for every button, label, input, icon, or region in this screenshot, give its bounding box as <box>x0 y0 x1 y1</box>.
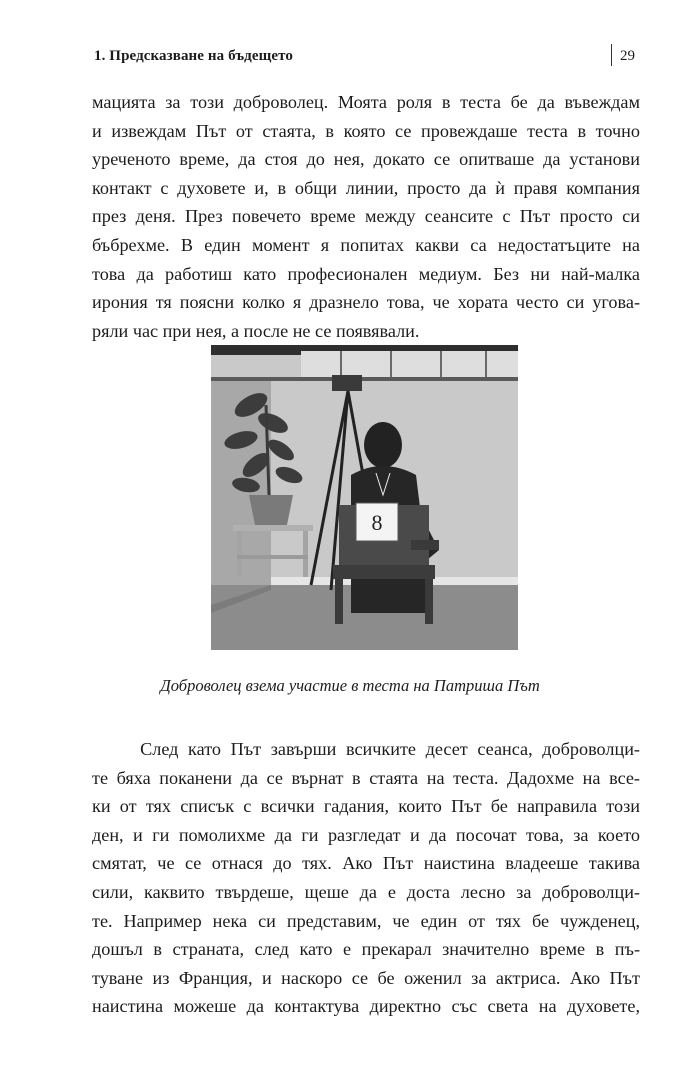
text-line: дошъл в страната, след като е прекарал значително време в пъ- <box>92 939 640 960</box>
seat-number-card: 8 <box>371 510 383 535</box>
text-line: ирония тя поясни колко я дразнело това, че хората често си угова- <box>92 292 640 313</box>
text-line: ден, и ги помолихме да ги разгледат и да посочат това, за което <box>92 824 640 845</box>
text-line: сили, каквито твърдеше, щеше да е доста лесно за доброволци- <box>92 881 640 902</box>
header-divider <box>611 44 612 66</box>
text-line: те бяха поканени да се върнат в стаята на теста. Дадохме на все- <box>92 767 640 788</box>
photo-volunteer-in-chair <box>211 345 518 650</box>
text-line: ряли час при нея, а после не се появявали. <box>92 320 420 341</box>
page-number: 29 <box>620 48 635 64</box>
paragraph-2 <box>92 735 640 1021</box>
text-line: туване из Франция, и наскоро се бе оженил за актриса. Ако Път <box>92 967 640 988</box>
text-line: през деня. През повечето време между сеансите с Път просто си <box>92 206 640 227</box>
text-line: смятат, че се отнася до тях. Ако Път наистина владееше такива <box>92 853 640 874</box>
text-line: това да работиш като професионален медиум. Без ни най-малка <box>92 263 640 284</box>
text-line: контакт с духовете и, в общи линии, просто да ѝ правя компания <box>92 177 640 198</box>
text-line: бъбрехме. В един момент я попитах какви са недостатъците на <box>92 234 640 255</box>
text-line: те. Например нека си представим, че един от тях бе чужденец, <box>92 910 640 931</box>
text-line: След като Път завърши всичките десет сеанса, доброволци- <box>92 739 640 759</box>
running-head-title: 1. Предсказване на бъдещето <box>94 48 294 64</box>
figure-caption: Доброволец взема участие в теста на Патриша Път <box>160 676 540 695</box>
text-line: наистина можеше да контактува директно със света на духовете, <box>92 996 640 1017</box>
text-line: ки от тях списък с всички гадания, които Път бе направила този <box>92 796 640 817</box>
text-line: и извеждам Път от стаята, в която се провеждаше теста в точно <box>92 120 640 141</box>
text-line: уреченото време, да стоя до нея, докато се опитваше да установи <box>92 149 640 170</box>
paragraph-1 <box>92 88 640 345</box>
text-line: мацията за този доброволец. Моята роля в теста бе да въвеждам <box>92 92 640 112</box>
